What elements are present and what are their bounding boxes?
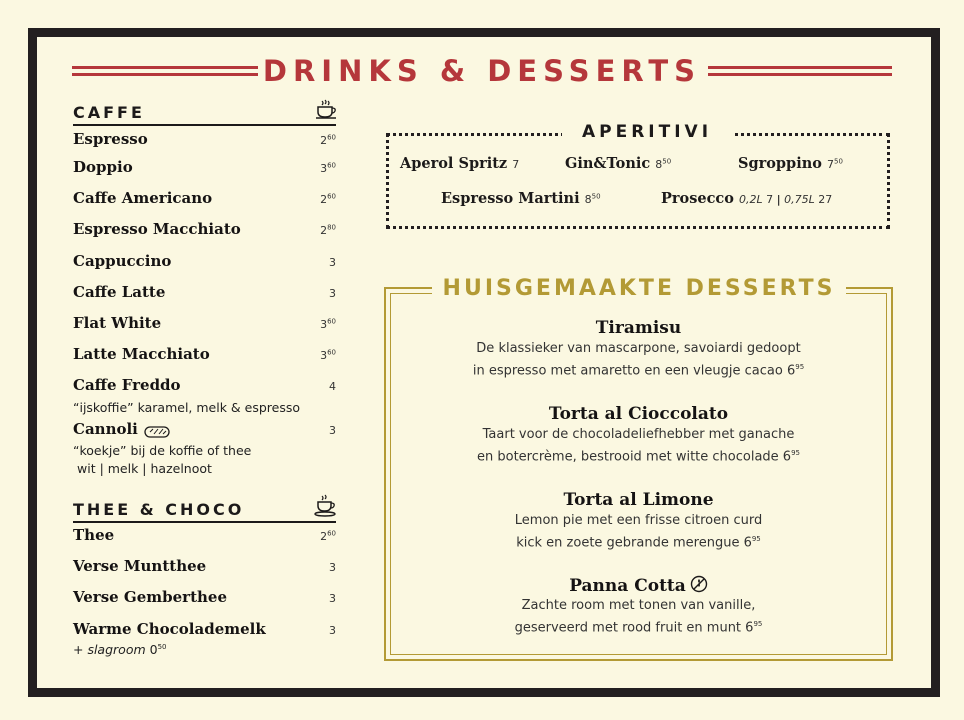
menu-item-name: Caffe Americano xyxy=(73,189,213,207)
menu-item-name: Warme Chocolademelk xyxy=(73,620,266,638)
dessert-name-text: Tiramisu xyxy=(595,318,682,338)
dessert-name xyxy=(390,404,887,424)
dessert-description-text: kick en zoete gebrande merengue 6 xyxy=(516,535,752,551)
dessert-description-text: en botercrème, bestrooid met witte chocolade 6 xyxy=(477,449,792,465)
slagroom-price-sup: 50 xyxy=(157,642,167,651)
desserts-heading: HUISGEMAAKTE DESSERTS xyxy=(432,276,846,301)
price-sup: 60 xyxy=(327,161,336,170)
price-sup: 60 xyxy=(327,192,336,201)
slagroom-note xyxy=(73,642,167,657)
menu-item-name: Verse Muntthee xyxy=(73,557,207,575)
price-main: 3 xyxy=(320,318,328,331)
menu-item-name: Cappuccino xyxy=(73,252,172,270)
menu-item-price xyxy=(276,134,336,147)
aperitivi-item-espresso-martini xyxy=(441,190,601,207)
price-main: 3 xyxy=(329,561,336,574)
dessert-name-text: Panna Cotta xyxy=(569,576,686,596)
menu-item-name: Verse Gemberthee xyxy=(73,588,227,606)
freddo-note: “ijskoffie” karamel, melk & espresso xyxy=(73,400,301,415)
dessert-description-line-2 xyxy=(390,444,887,466)
menu-item-price xyxy=(276,624,336,637)
dessert-name xyxy=(390,575,887,598)
prosecco-price-2: 27 xyxy=(818,193,833,206)
dessert-price-sup: 95 xyxy=(795,363,805,371)
aperitivi-item-gintonic xyxy=(565,155,671,172)
menu-item-price xyxy=(276,349,336,362)
cannoli-note-1: “koekje” bij de koffie of thee xyxy=(73,443,252,458)
price-main: 3 xyxy=(329,256,336,269)
menu-item-name: Latte Macchiato xyxy=(73,345,210,363)
coffee-cup-icon xyxy=(314,99,338,125)
price-main: 2 xyxy=(320,193,328,206)
aperitivi-item-price: 8 xyxy=(584,193,592,206)
tea-cup-icon xyxy=(313,494,337,522)
price-main: 3 xyxy=(329,624,336,637)
aperitivi-item-prosecco xyxy=(661,190,832,207)
price-main: 2 xyxy=(320,224,328,237)
caffe-heading: CAFFE xyxy=(73,103,145,122)
menu-item-price xyxy=(276,424,336,437)
dessert-description-line-2 xyxy=(390,530,887,552)
aperitivi-item-name: Gin&Tonic xyxy=(565,155,651,172)
price-sup: 80 xyxy=(327,223,336,232)
menu-item-price xyxy=(276,530,336,543)
aperitivi-box xyxy=(386,133,890,229)
aperitivi-item-price-sup: 50 xyxy=(662,157,672,166)
menu-item-name: Doppio xyxy=(73,158,133,176)
caffe-heading-rule xyxy=(73,124,336,126)
aperitivi-item-name: Espresso Martini xyxy=(441,190,580,207)
slagroom-label: + slagroom xyxy=(73,642,146,657)
dessert-description-text: geserveerd met rood fruit en munt 6 xyxy=(514,620,754,636)
prosecco-separator: | xyxy=(776,193,781,206)
dessert-description-line-1: Zachte room met tonen van vanille, xyxy=(521,598,756,613)
aperitivi-item-price: 7 xyxy=(826,158,834,171)
menu-item-name: Thee xyxy=(73,526,115,544)
menu-item-name: Espresso Macchiato xyxy=(73,220,241,238)
dessert-description-line-2 xyxy=(390,358,887,380)
price-main: 3 xyxy=(329,592,336,605)
price-main: 3 xyxy=(320,349,328,362)
menu-item-price xyxy=(276,287,336,300)
price-sup: 60 xyxy=(327,317,336,326)
dessert-name-text: Torta al Limone xyxy=(563,490,714,510)
menu-item-price xyxy=(276,256,336,269)
aperitivi-item-name: Sgroppino xyxy=(738,155,822,172)
aperitivi-item-price: 8 xyxy=(655,158,663,171)
dessert-description-text: in espresso met amaretto en een vleugje cacao 6 xyxy=(472,363,796,379)
price-sup: 60 xyxy=(327,529,336,538)
aperitivi-item-price-sup: 50 xyxy=(591,192,601,201)
menu-item-price xyxy=(276,561,336,574)
page-title: DRINKS & DESSERTS xyxy=(262,54,702,88)
aperitivi-item-price-sup: 50 xyxy=(833,157,843,166)
gluten-free-icon xyxy=(690,575,708,598)
dessert-name-text: Torta al Cioccolato xyxy=(548,404,729,424)
prosecco-size-2: 0,75L xyxy=(784,193,815,206)
aperitivi-item-name: Prosecco xyxy=(661,190,734,207)
menu-item-name: Cannoli xyxy=(73,420,138,438)
price-main: 3 xyxy=(320,162,328,175)
menu-item-name: Flat White xyxy=(73,314,162,332)
cannoli-note-2: wit | melk | hazelnoot xyxy=(77,461,212,476)
price-sup: 60 xyxy=(327,133,336,142)
price-sup: 60 xyxy=(327,348,336,357)
menu-item-price xyxy=(276,592,336,605)
dessert-price-sup: 95 xyxy=(753,620,763,628)
price-main: 2 xyxy=(320,134,328,147)
dessert-description-line-2 xyxy=(390,615,887,637)
thee-heading: THEE & CHOCO xyxy=(73,500,245,519)
thee-heading-rule xyxy=(73,521,336,523)
menu-item-price xyxy=(276,193,336,206)
menu-item-price xyxy=(276,380,336,393)
prosecco-size-1: 0,2L xyxy=(739,193,763,206)
dessert-description-line-1: Taart voor de chocoladeliefhebber met ganache xyxy=(482,427,795,442)
menu-item-price xyxy=(276,224,336,237)
price-main: 3 xyxy=(329,424,336,437)
dessert-description-line-1: Lemon pie met een frisse citroen curd xyxy=(514,513,763,528)
menu-item-price xyxy=(276,318,336,331)
aperitivi-item-name: Aperol Spritz xyxy=(400,155,508,172)
slagroom-price: 0 xyxy=(149,642,158,657)
price-main: 3 xyxy=(329,287,336,300)
price-main: 2 xyxy=(320,530,328,543)
dessert-name xyxy=(390,318,887,338)
aperitivi-item-aperol xyxy=(400,155,519,172)
menu-item-name: Caffe Freddo xyxy=(73,376,181,394)
price-main: 4 xyxy=(329,380,336,393)
dessert-description-line-1: De klassieker van mascarpone, savoiardi gedoopt xyxy=(476,341,801,356)
dessert-price-sup: 95 xyxy=(791,449,800,457)
cannoli-icon xyxy=(142,424,172,443)
menu-item-price xyxy=(276,162,336,175)
aperitivi-item-price: 7 xyxy=(512,158,520,171)
menu-item-name: Caffe Latte xyxy=(73,283,166,301)
menu-item-name: Espresso xyxy=(73,130,148,148)
aperitivi-heading: APERITIVI xyxy=(562,122,732,142)
dessert-name xyxy=(390,490,887,510)
dessert-price-sup: 95 xyxy=(751,535,761,543)
prosecco-price-1: 7 xyxy=(766,193,774,206)
aperitivi-item-sgroppino xyxy=(738,155,843,172)
